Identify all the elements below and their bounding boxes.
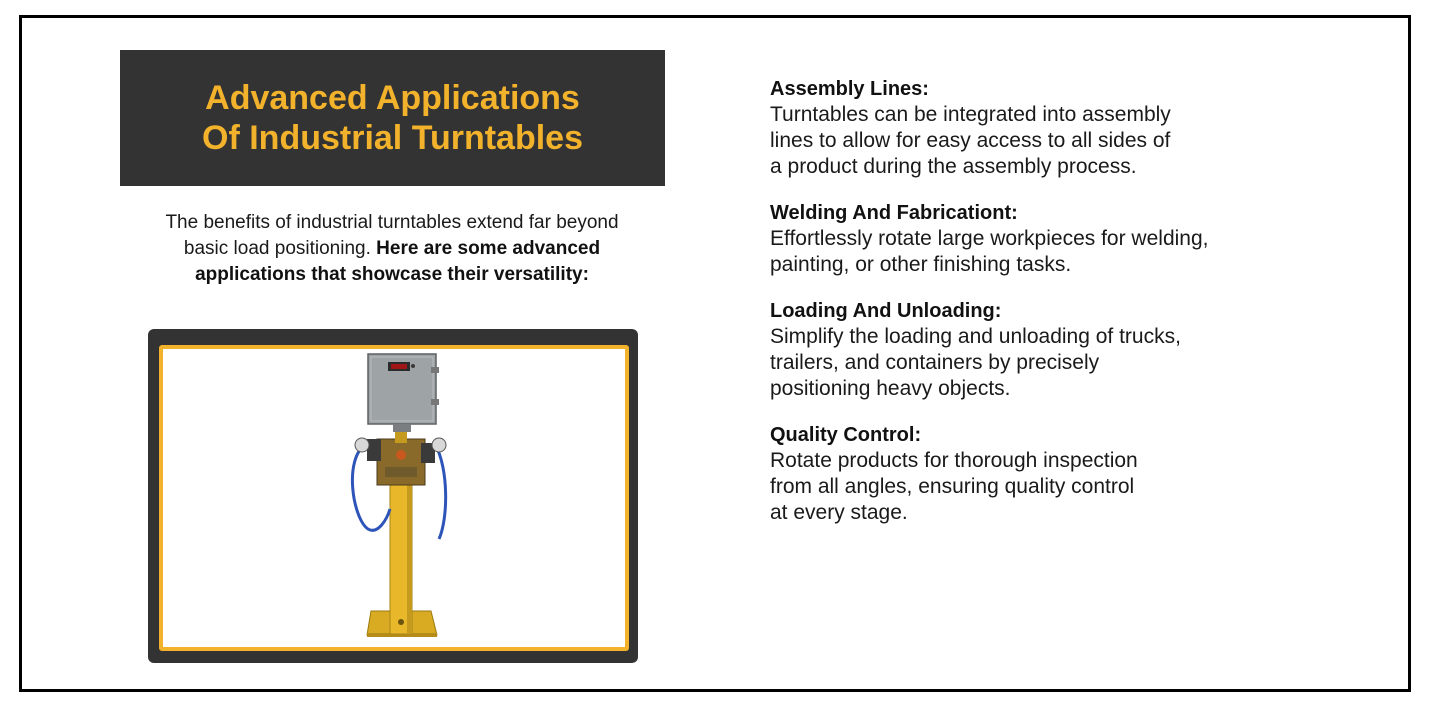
section-assembly-lines [770, 76, 1370, 180]
section-text-line: Turntables can be integrated into assembly [770, 103, 1171, 126]
intro-line-3-bold: applications that showcase their versatility: [195, 264, 589, 285]
section-loading-unloading [770, 298, 1370, 402]
section-text-line: trailers, and containers by precisely [770, 351, 1100, 374]
section-text-line: from all angles, ensuring quality control [770, 475, 1135, 498]
section-heading: Quality Control: [770, 424, 922, 446]
section-text-line: at every stage. [770, 501, 908, 524]
intro-paragraph [112, 210, 672, 288]
section-text-line: Rotate products for thorough inspection [770, 449, 1138, 472]
applications-list [770, 76, 1370, 546]
section-quality-control [770, 422, 1370, 526]
section-text-line: Effortlessly rotate large workpieces for welding, [770, 227, 1209, 250]
section-welding-fabrication [770, 200, 1370, 278]
page-title [202, 78, 583, 158]
section-heading: Loading And Unloading: [770, 300, 1002, 322]
section-text-line: a product during the assembly process. [770, 155, 1137, 178]
title-banner [120, 50, 665, 186]
section-text-line: positioning heavy objects. [770, 377, 1011, 400]
turntable-control-stand-icon [163, 349, 625, 647]
intro-line-2-bold: Here are some advanced [376, 238, 601, 259]
intro-line-2 [112, 236, 672, 262]
section-heading: Assembly Lines: [770, 78, 929, 100]
title-line-1: Advanced Applications [205, 79, 580, 117]
intro-line-2-regular: basic load positioning. [183, 238, 371, 259]
title-line-2: Of Industrial Turntables [202, 119, 583, 157]
product-photo [159, 345, 629, 651]
intro-line-3 [112, 262, 672, 288]
section-text-line: painting, or other finishing tasks. [770, 253, 1072, 276]
section-heading: Welding And Fabricationt: [770, 202, 1018, 224]
product-photo-frame [148, 329, 638, 663]
section-text-line: Simplify the loading and unloading of trucks, [770, 325, 1181, 348]
intro-line-1: The benefits of industrial turntables extend far beyond [165, 212, 619, 233]
section-text-line: lines to allow for easy access to all sides of [770, 129, 1171, 152]
